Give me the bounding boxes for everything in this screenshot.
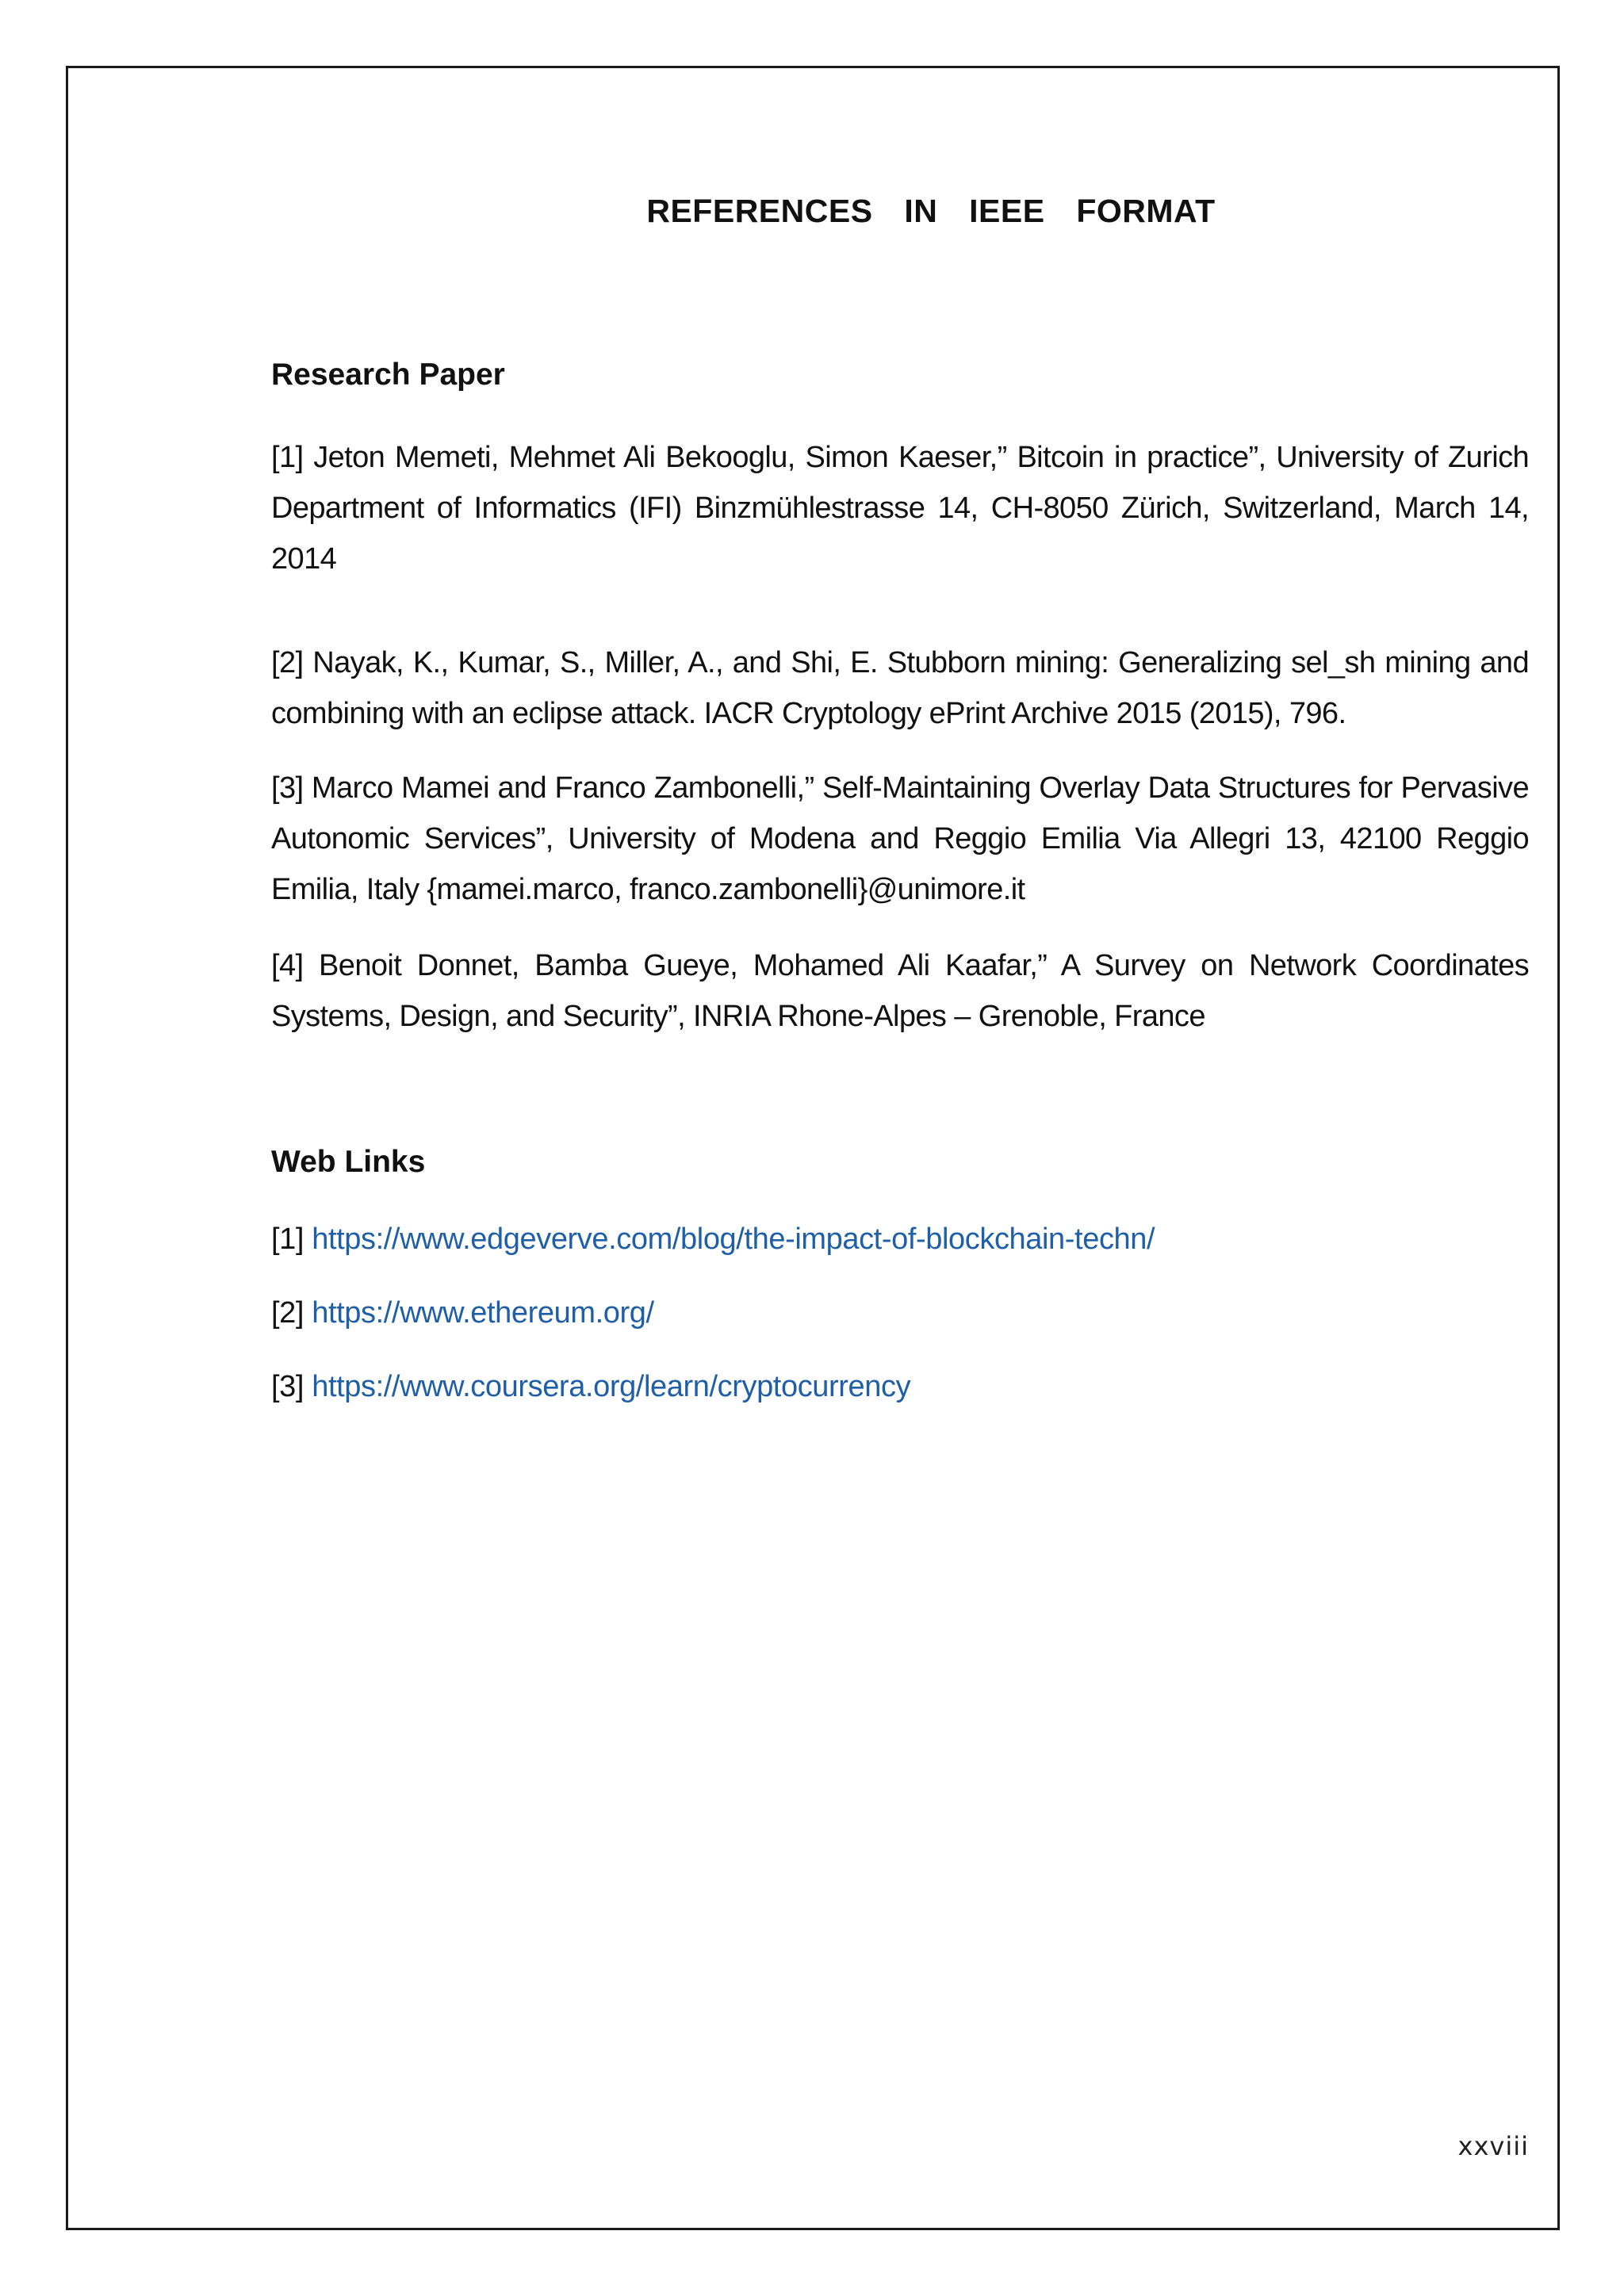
page-title: REFERENCES IN IEEE FORMAT xyxy=(646,193,1216,229)
research-reference-4: [4] Benoit Donnet, Bamba Gueye, Mohamed Ali Kaafar,” A Survey on Network Coordinates Systems, Design, and Security”, INRIA Rhone-Alpes – Grenoble, France xyxy=(271,949,1529,1033)
web-link-number: [3] xyxy=(271,1370,304,1403)
web-links-heading: Web Links xyxy=(271,1145,426,1179)
page-number: xxviii xyxy=(1457,2131,1529,2161)
research-reference-3: [3] Marco Mamei and Franco Zambonelli,” Self-Maintaining Overlay Data Structures for Pervasive Autonomic Services”, University of Modena and Reggio Emilia Via Allegri 13, 42100 Reggio Emilia, Italy {mamei.marco, franco.zambonelli}@unimore.it xyxy=(271,771,1529,906)
web-link-url[interactable]: https://www.coursera.org/learn/cryptocurrency xyxy=(312,1370,911,1403)
research-paper-heading: Research Paper xyxy=(271,358,505,392)
web-link-url[interactable]: https://www.edgeverve.com/blog/the-impact-of-blockchain-techn/ xyxy=(312,1223,1155,1256)
research-reference-1: [1] Jeton Memeti, Mehmet Ali Bekooglu, Simon Kaeser,” Bitcoin in practice”, University of Zurich Department of Informatics (IFI) Binzmühlestrasse 14, CH-8050 Zürich, Switzerland, March 14, 2014 xyxy=(271,441,1529,576)
research-reference-2: [2] Nayak, K., Kumar, S., Miller, A., and Shi, E. Stubborn mining: Generalizing sel_sh mining and combining with an eclipse attack. IACR Cryptology ePrint Archive 2015 (2015), 796. xyxy=(271,646,1529,730)
web-link-number: [1] xyxy=(271,1223,304,1256)
web-link-item-2 xyxy=(271,1288,654,1338)
web-link-item-3 xyxy=(271,1361,910,1412)
web-link-number: [2] xyxy=(271,1296,304,1330)
web-link-url[interactable]: https://www.ethereum.org/ xyxy=(312,1296,654,1330)
web-link-item-1 xyxy=(271,1214,1155,1265)
